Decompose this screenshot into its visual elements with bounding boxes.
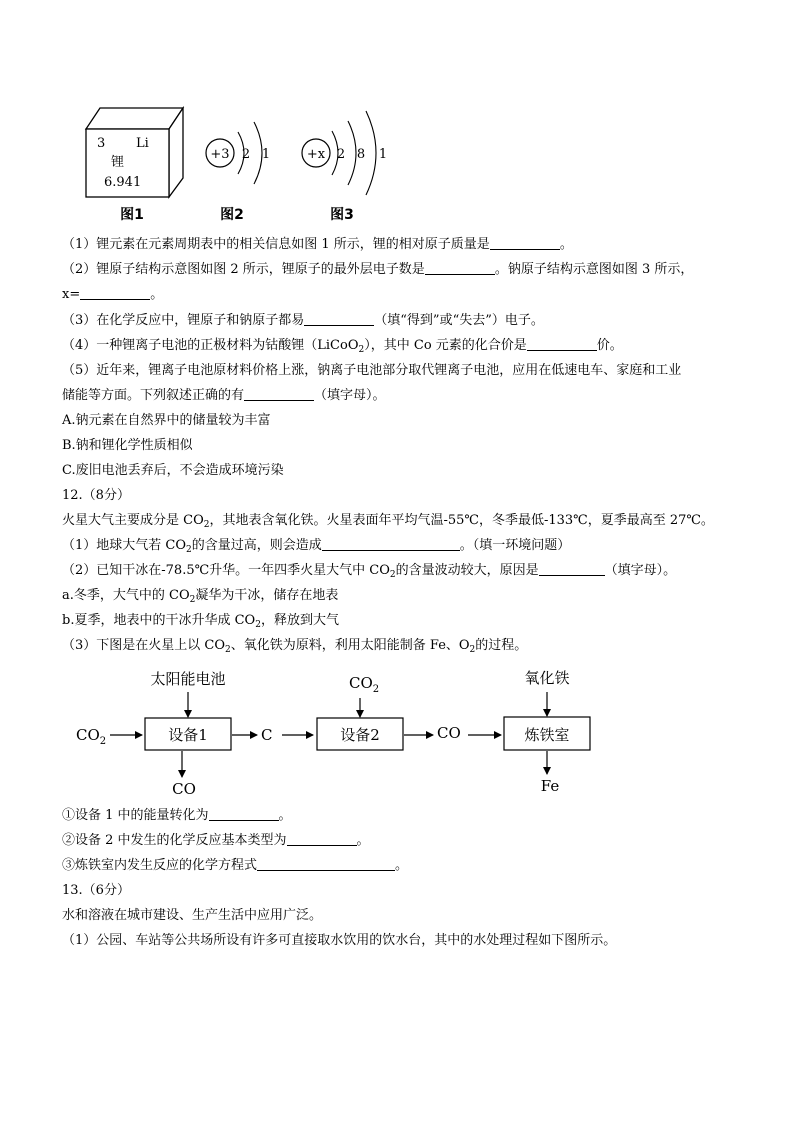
q11-part5-cont: 储能等方面。下列叙述正确的有 （填字母）。 (62, 388, 386, 403)
q12-intro: 火星大气主要成分是 $CO_2$，其地表含氧化铁。火星表面年平均气温-55℃，冬季最低-133℃，夏季最高至 27℃。 (62, 513, 714, 530)
q11-part3: （3）在化学反应中，锂原子和钠原子都易 （填“得到”或“失去”）电子。 (62, 313, 544, 328)
q12-part3: （3）下图是在火星上以 $CO_2$、氧化铁为原料，利用太阳能制备 Fe、$O_2$的过程。 (62, 638, 528, 655)
answer-blank[interactable] (322, 537, 460, 551)
li-shell-2: 1 (261, 147, 271, 162)
answer-blank[interactable] (539, 562, 605, 576)
fig2-label: 图2 (220, 207, 244, 223)
na-shell-3: 1 (378, 147, 388, 162)
q12-subq2: ②设备 2 中发生的化学反应基本类型为 。 (62, 833, 370, 848)
fig1-label: 图1 (120, 207, 144, 223)
answer-blank[interactable] (80, 286, 150, 300)
element-name: 锂 (111, 155, 125, 170)
q12-option-a: a.冬季，大气中的 $CO_2$凝华为干冰，储存在地表 (62, 588, 339, 605)
q12-subq3: ③炼铁室内发生反应的化学方程式 。 (62, 858, 409, 873)
q11-part1: （1）锂元素在元素周期表中的相关信息如图 1 所示，锂的相对原子质量是 。 (62, 237, 573, 252)
answer-blank[interactable] (244, 387, 314, 401)
solar-cell-label: 太阳能电池 (150, 670, 226, 688)
co2-input-label: $CO_2$ (76, 726, 107, 747)
q11-option-c: C.废旧电池丢弃后，不会造成环境污染 (62, 463, 284, 478)
answer-blank[interactable] (209, 807, 279, 821)
na-nucleus: +x (306, 147, 326, 162)
answer-blank[interactable] (425, 261, 495, 275)
q11-part2-x: x= 。 (62, 287, 164, 302)
q12-option-b: b.夏季，地表中的干冰升华成 $CO_2$，释放到大气 (62, 613, 339, 630)
atom-structure-figures (0, 0, 794, 230)
device1-label: 设备1 (168, 726, 208, 744)
co2-top-label: $CO_2$ (349, 674, 380, 695)
q13-part1: （1）公园、车站等公共场所设有许多可直接取水饮用的饮水台，其中的水处理过程如下图所示。 (62, 933, 617, 948)
atomic-mass: 6.941 (104, 175, 142, 190)
answer-blank[interactable] (490, 236, 560, 250)
q11-part4: （4）一种锂离子电池的正极材料为钴酸锂（LiCoO$_2$），其中 Co 元素的化合价是 价。 (62, 338, 623, 355)
li-atom-diagram (206, 122, 270, 184)
process-flow-diagram (0, 660, 794, 810)
iron-oxide-label: 氧化铁 (524, 669, 570, 687)
q13-intro: 水和溶液在城市建设、生产生活中应用广泛。 (62, 908, 323, 923)
c-label: C (261, 726, 273, 744)
na-shell-2: 8 (356, 147, 366, 162)
answer-blank[interactable] (287, 832, 357, 846)
q11-part5: （5）近年来，锂离子电池原材料价格上涨，钠离子电池部分取代锂离子电池，应用在低速电车、家庭和工业 (62, 363, 682, 378)
q11-part2: （2）锂原子结构示意图如图 2 所示，锂原子的最外层电子数是 。钠原子结构示意图如图 3 所示， (62, 262, 694, 277)
furnace-label: 炼铁室 (524, 726, 570, 744)
q11-option-a: A.钠元素在自然界中的储量较为丰富 (62, 413, 271, 428)
answer-blank[interactable] (257, 857, 395, 871)
device2-label: 设备2 (340, 726, 380, 744)
answer-blank[interactable] (304, 312, 374, 326)
li-nucleus: +3 (210, 147, 230, 162)
q12-subq1: ①设备 1 中的能量转化为 。 (62, 808, 292, 823)
atomic-number: 3 (97, 136, 106, 151)
fe-label: Fe (540, 777, 560, 795)
li-shell-1: 2 (241, 147, 251, 162)
q11-option-b: B.钠和锂化学性质相似 (62, 438, 193, 453)
element-symbol: Li (136, 136, 149, 151)
na-atom-diagram (302, 111, 387, 195)
answer-blank[interactable] (527, 337, 597, 351)
fig3-label: 图3 (330, 207, 354, 223)
co-output-label: CO (172, 780, 196, 798)
q13-heading: 13.（6分） (62, 883, 130, 898)
na-shell-1: 2 (336, 147, 346, 162)
co-mid-label: CO (437, 724, 461, 742)
q12-part1: （1）地球大气若 $CO_2$的含量过高，则会造成 。（填一环境问题） (62, 538, 571, 555)
q12-heading: 12.（8分） (62, 488, 130, 503)
q12-part2: （2）已知干冰在-78.5℃升华。一年四季火星大气中 $CO_2$的含量波动较大，原因是 （填字母）。 (62, 563, 677, 580)
element-card-lithium (86, 108, 183, 197)
